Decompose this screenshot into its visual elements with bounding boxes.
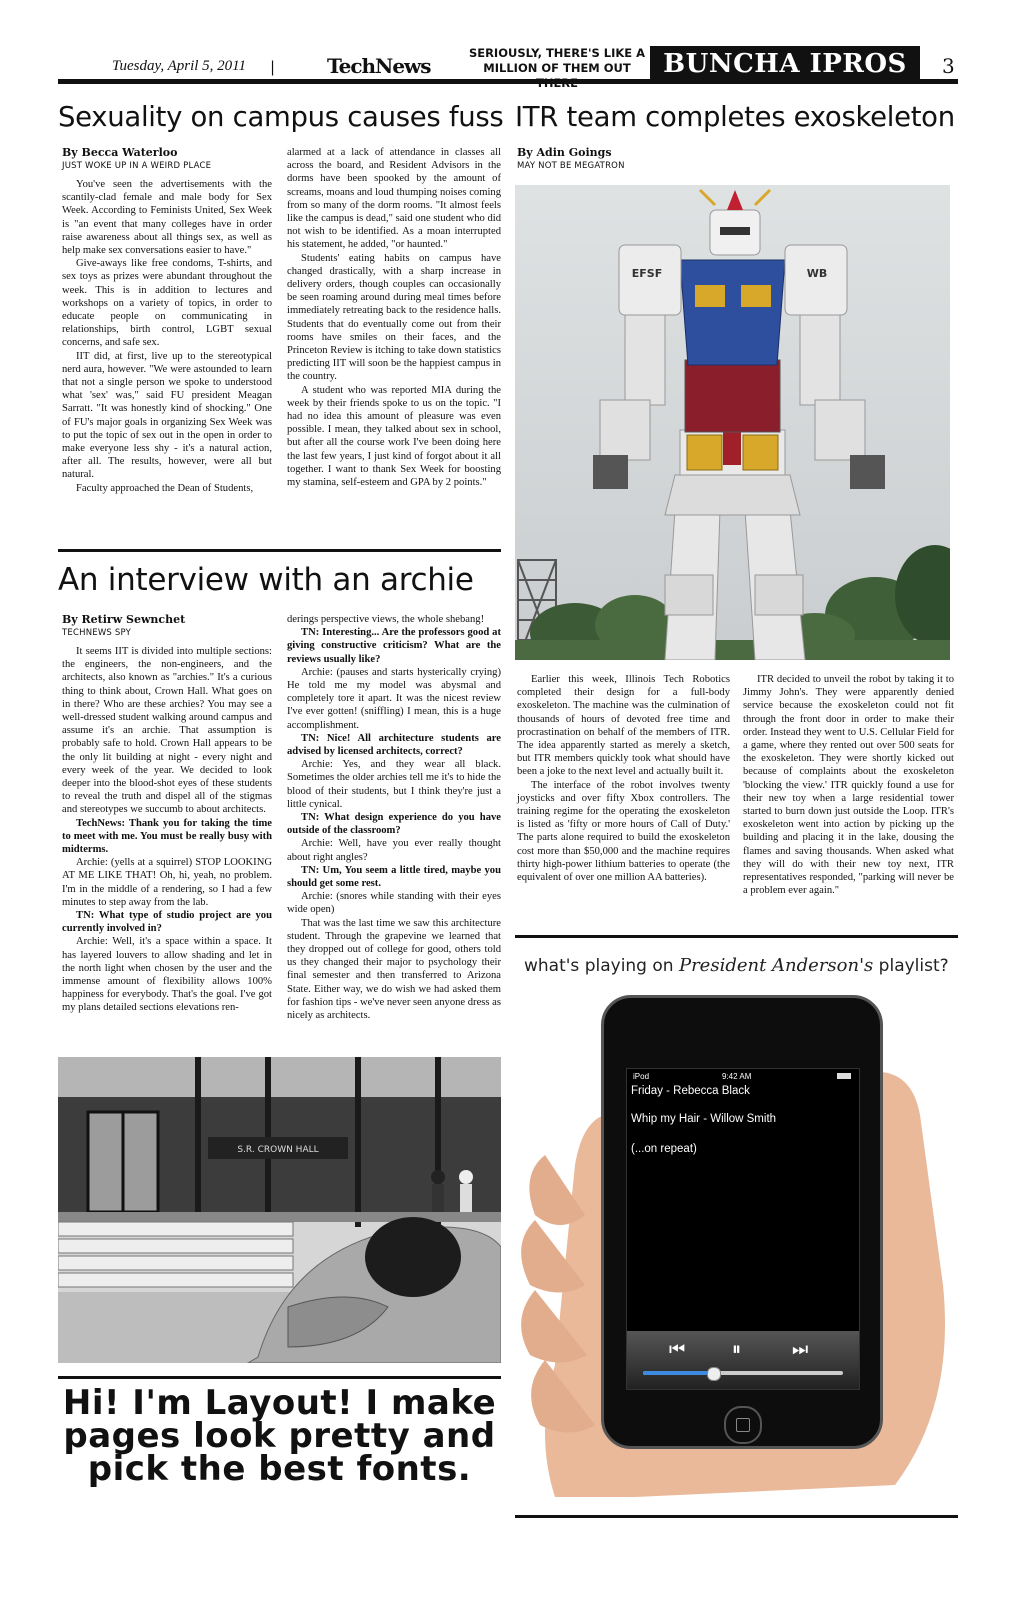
playlist-title-name: President Anderson's [678,955,874,976]
interview-question: TN: What design experience do you have outside of the classroom? [287,812,501,837]
interview-answer: Archie: (snores while standing with their eyes wide open) [287,891,501,916]
interview-question: TN: Um, You seem a little tired, maybe you should get some rest. [287,864,501,890]
playback-controls [627,1331,859,1389]
article2-column-2 [743,673,954,897]
article3-bottom-rule [58,1376,501,1379]
previous-icon[interactable]: ⏮ [669,1339,686,1360]
progress-knob[interactable] [707,1367,721,1381]
ipod-device [601,995,883,1449]
crown-hall-sign: S.R. CROWN HALL [237,1145,319,1155]
interview-answer: Archie: Yes, and they wear all black. Sometimes the older archies tell me it's to hide the blood of their students, but I think they're just a little cynical. [287,759,501,810]
ipod-ad [515,985,958,1497]
playlist-title-suffix: playlist? [873,956,949,976]
playlist-track: Whip my Hair - Willow Smith [631,1113,777,1125]
progress-fill [643,1371,713,1375]
article1-byline: By Becca Waterloo [62,146,178,159]
playlist-title-prefix: what's playing on [524,956,679,976]
article2-headline: ITR team completes exoskeleton [515,101,955,133]
article1-paragraph: Students' eating habits on campus have changed drastically, with a sharp increase in delivery orders, though couples can occasionally be seen roaming around during meal times before immediately retreating back to the residence halls. Students that do eventually come out from their rooms have smiles on their faces, and the Princeton Review is itching to take down statistics predicting IIT will soon be the happiest campus in the country. [287,252,501,383]
interview-paragraph: That was the last time we saw this architecture student. Through the grapevine we learned that they dropped out of college for good, others told us they changed their major to psychology their final semester and then transferred to Arizona State. Either way, we do wish we had asked them for fashion tips - we've never seen anyone dress as nicely as architects. [287,917,502,1022]
article1-credit: JUST WOKE UP IN A WEIRD PLACE [62,161,212,171]
next-icon[interactable]: ⏭ [792,1339,809,1360]
article3-column-1 [62,645,272,1015]
interview-question: TN: What type of studio project are you currently involved in? [62,910,272,935]
article1-paragraph: A student who was reported MIA during the week by their friends spoke to us on the topic. "I had no idea this amount of pleasure was even possible. I mean, they talked about sex in school, but after all the course work I've been doing here the last few years, I just kind of forgot about it all together. I want to thank Sex Week for boosting my stamina, self-esteem and GPA by 2 points." [287,384,501,489]
page-number: 3 [942,54,955,78]
playlist-track: (...on repeat) [631,1143,697,1155]
interview-answer: Archie: (pauses and starts hysterically crying) He told me my model was abysmal and completely tore it apart. It was the nicest review I've ever gotten! (sniffling) I mean, this is a huge accomplishment. [287,666,501,731]
article2-paragraph: Earlier this week, Illinois Tech Robotics completed their design for a full-body exoskeleton. The machine was the culmination of thousands of hours of devoted free time and procrastination on behalf of the members of ITR. The idea apparently started as merely a sketch, but ITR members quickly took what should have been a joke to the next level and actually built it. [517,674,730,778]
robot-photo [515,185,950,660]
article2-credit: MAY NOT BE MEGATRON [517,161,625,171]
crown-hall-illustration [58,1057,501,1363]
article1-paragraph: IIT did, at first, live up to the stereotypical nerd aura, however. "We were astounded to learn that not a single person we spoke to understood what 'sex' was," said FU president Meagan Sarratt. "It was honestly kind of shocking." One of FU's major goals in organizing Sex Week was to put the topic of sex out in the open in order to make everyone less shy - it's a natural action, after all. The results, however, were all but natural. [62,350,272,481]
shoulder-label-right: WB [806,267,828,280]
header-rule [58,79,958,84]
home-square-icon [736,1418,750,1432]
article3-headline: An interview with an archie [58,562,474,598]
section-banner [650,46,920,80]
section-tagline: SERIOUSLY, THERE'S LIKE A MILLION OF THEM OUT [468,46,646,75]
ipod-screen [626,1068,860,1390]
interview-answer: Archie: (yells at a squirrel) STOP LOOKING AT ME LIKE THAT! Oh, hi, yeah, no problem. I'm in the middle of a rendering, so I had a few minutes to step away from the lab. [62,857,272,908]
playlist-bottom-rule [515,1515,958,1518]
interview-question: TechNews: Thank you for taking the time to meet with me. You must be really busy with midterms. [62,817,272,856]
article1-paragraph: Faculty approached the Dean of Students, [76,482,254,494]
pause-icon[interactable]: ⏸ [732,1339,741,1360]
article2-byline: By Adin Goings [517,146,612,159]
article1-paragraph: alarmed at a lack of attendance in classes all across the board, and Resident Advisors in the dorms have been spooked by the amount of screams, moans and loud thumping noises coming from so many of the dorm rooms. "It almost feels like the campus is dead," said one student who did not wish to be identified. As a moan interrupted his statement, he added, "or haunted." [287,147,501,251]
article2-bottom-rule [515,935,958,938]
robot-illustration [515,185,950,660]
issue-date: Tuesday, April 5, 2011 [112,58,247,74]
interview-question: TN: Interesting... Are the professors good at giving constructive criticism? What are the reviews usually like? [287,627,501,665]
battery-icon [837,1073,851,1079]
article2-paragraph: The interface of the robot involves twenty joysticks and over fifty Xbox controllers. The training regime for the operating the exoskeleton is listed as 'fifty or more hours of Call of Duty.' The parts alone required to build the exoskeleton cost more than $50,000 and the machine requires thirty high-power lithium batteries to operate (the equivalent of over one million AA batteries). [517,779,730,884]
interview-question: TN: Nice! All architecture students are advised by licensed architects, correct? [287,732,501,758]
article1-headline: Sexuality on campus causes fuss [58,101,504,133]
layout-ad-headline: Hi! I'm Layout! I make pages look pretty and pick the best fonts. [62,1383,497,1489]
interview-answer: Archie: Well, have you ever really thought about right angles? [287,838,501,863]
playlist-title [524,955,949,976]
article1-column-1 [62,178,272,495]
article1-paragraph: You've seen the advertisements with the scantily-clad female and male body for Sex Week. According to Feminists United, Sex Week is "an event that many colleges have in order raise awareness about all things sex, as well as help make sex conversations easier to have." [62,179,272,257]
status-carrier: iPod [633,1072,650,1081]
masthead: TechNews [327,54,431,78]
section-title: BUNCHA IPROS [663,49,907,79]
home-button[interactable] [724,1406,762,1444]
article3-column-2 [287,613,501,1022]
article2-column-1 [517,673,730,884]
article3-byline: By Retirw Sewnchet [62,613,186,626]
article2-paragraph: ITR decided to unveil the robot by taking it to Jimmy John's. They were apparently denied service because the exoskeleton could not fit through the front door in order to make their order. Instead they went to U.S. Cellular Field for a game, where they rented out over 500 seats for the exoskeleton. They were shortly kicked out because of complaints about the exoskeleton 'blocking the view.' ITR quickly found a use for their new toy when a large residential tower started to burn down just outside the Loop. ITR's exoskeleton went into action by picking up the building and placing it in the lake, dousing the flames and saving thousands. When asked what they will do with their new toy next, ITR representatives responded, "parking will never be a problem ever again." [743,674,954,897]
header-separator: | [270,58,276,76]
interview-paragraph: It seems IIT is divided into multiple sections: the engineers, the non-engineers, and the architects, also known as "archies." It's a curious thing to think about, Crown Hall. What goes on in there? Who are these archies? You may see a well-dressed student walking around campus and assume it's an archie. That assumption is probably safe to hold. Crown Hall appears to be the only lit building at night - every night and every week of the year. We decided to look deeper into the blood-shot eyes of these students to reveal the truth and dispel all of the stigmas and stereotypes we succumb to about architects. [62,646,272,816]
shoulder-label-left: EFSF [631,267,663,280]
article1-bottom-rule [58,549,501,552]
status-time: 9:42 AM [722,1072,752,1081]
interview-answer: Archie: Well, it's a space within a space. It has layered louvers to allow shading and let in the north light when chosen by the user and the immense amount of flexibility allows 100% happiness for everybody. That's the goal. I've got my plans detailed sections elevations ren- [62,936,272,1014]
article1-paragraph: Give-aways like free condoms, T-shirts, and sex toys as prizes were abundant throughout the week. This is in addition to lectures and workshops on a variety of topics, in order to educate people on communicating in relationships, birth control, LGBT sexual concerns, and safe sex. [62,258,272,349]
article3-credit: TECHNEWS SPY [62,628,132,638]
article1-column-2 [287,146,501,489]
interview-answer: derings perspective views, the whole shebang! [287,614,485,625]
progress-track[interactable] [643,1371,843,1375]
playlist-track: Friday - Rebecca Black [631,1085,750,1097]
crown-hall-photo [58,1057,501,1363]
